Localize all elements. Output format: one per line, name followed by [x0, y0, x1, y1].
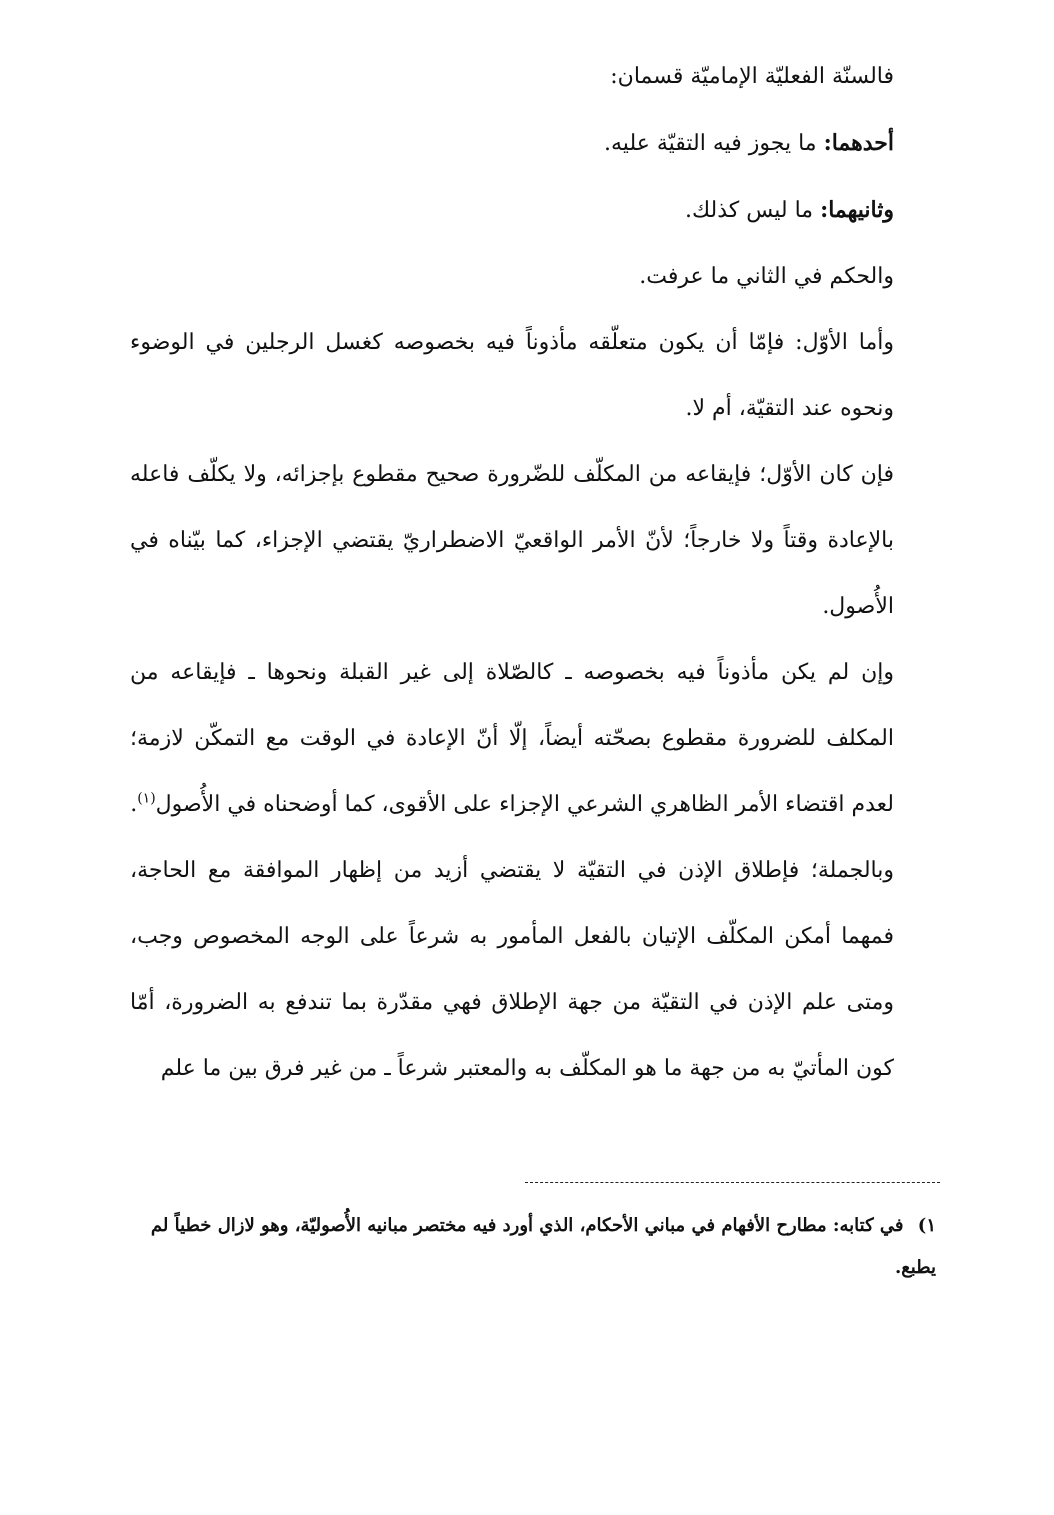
paragraph-7 [130, 640, 934, 838]
paragraph-7-text: وإن لم يكن مأذوناً فيه بخصوصه ـ كالصّلاة إلى غير القبلة ونحوها ـ فإيقاعه من المكلف للضرورة مقطوع بصحّته أيضاً، إلّا أنّ الإعادة في الوقت مع التمكّن لازمة؛ لعدم اقتضاء الأمر الظاهري الشرعي الإجزاء على الأقوى، كما أوضحناه في الأُصول [130, 660, 894, 817]
paragraph-4: والحكم في الثاني ما عرفت. [639, 264, 894, 289]
paragraph-3-label: وثانيهما: [820, 197, 894, 223]
paragraph-7-end: . [130, 792, 138, 817]
footnote-number: ١) [917, 1215, 936, 1236]
paragraph-2-label: أحدهما: [823, 130, 894, 156]
footnote-text: في كتابه: مطارح الأفهام في مباني الأحكام، الذي أورد فيه مختصر مبانيه الأُصوليّة، وهو لازال خطياً لم يطبع. [150, 1215, 936, 1278]
paragraph-2-text: ما يجوز فيه التقيّة عليه. [604, 131, 824, 156]
paragraph-8: وبالجملة؛ فإطلاق الإذن في التقيّة لا يقتضي أزيد من إظهار الموافقة مع الحاجة، فمهما أمكن المكلّف الإتيان بالفعل المأمور به شرعاً على الوجه المخصوص وجب، ومتى علم الإذن في التقيّة من جهة الإطلاق فهي مقدّرة بما تندفع به الضرورة، أمّا كون المأتيّ به من جهة ما هو المكلّف به والمعتبر شرعاً ـ من غير فرق بين ما علم [130, 858, 894, 1081]
paragraph-5: وأما الأوّل: فإمّا أن يكون متعلّقه مأذوناً فيه بخصوصه كغسل الرجلين في الوضوء ونحوه عند التقيّة، أم لا. [130, 330, 894, 421]
paragraph-6: فإن كان الأوّل؛ فإيقاعه من المكلّف للضّرورة صحيح مقطوع بإجزائه، ولا يكلّف فاعله بالإعادة وقتاً ولا خارجاً؛ لأنّ الأمر الواقعيّ الاضطراريّ يقتضي الإجزاء، كما بيّناه في الأُصول. [130, 462, 894, 619]
footnote-reference[interactable]: (١) [137, 790, 156, 807]
paragraph-2 [130, 110, 934, 177]
paragraph-3 [130, 177, 934, 244]
footnote [120, 1205, 936, 1289]
main-text [130, 44, 934, 1102]
footnote-divider [525, 1182, 940, 1183]
paragraph-1: فالسنّة الفعليّة الإماميّة قسمان: [610, 64, 894, 89]
paragraph-3-text: ما ليس كذلك. [684, 198, 821, 223]
